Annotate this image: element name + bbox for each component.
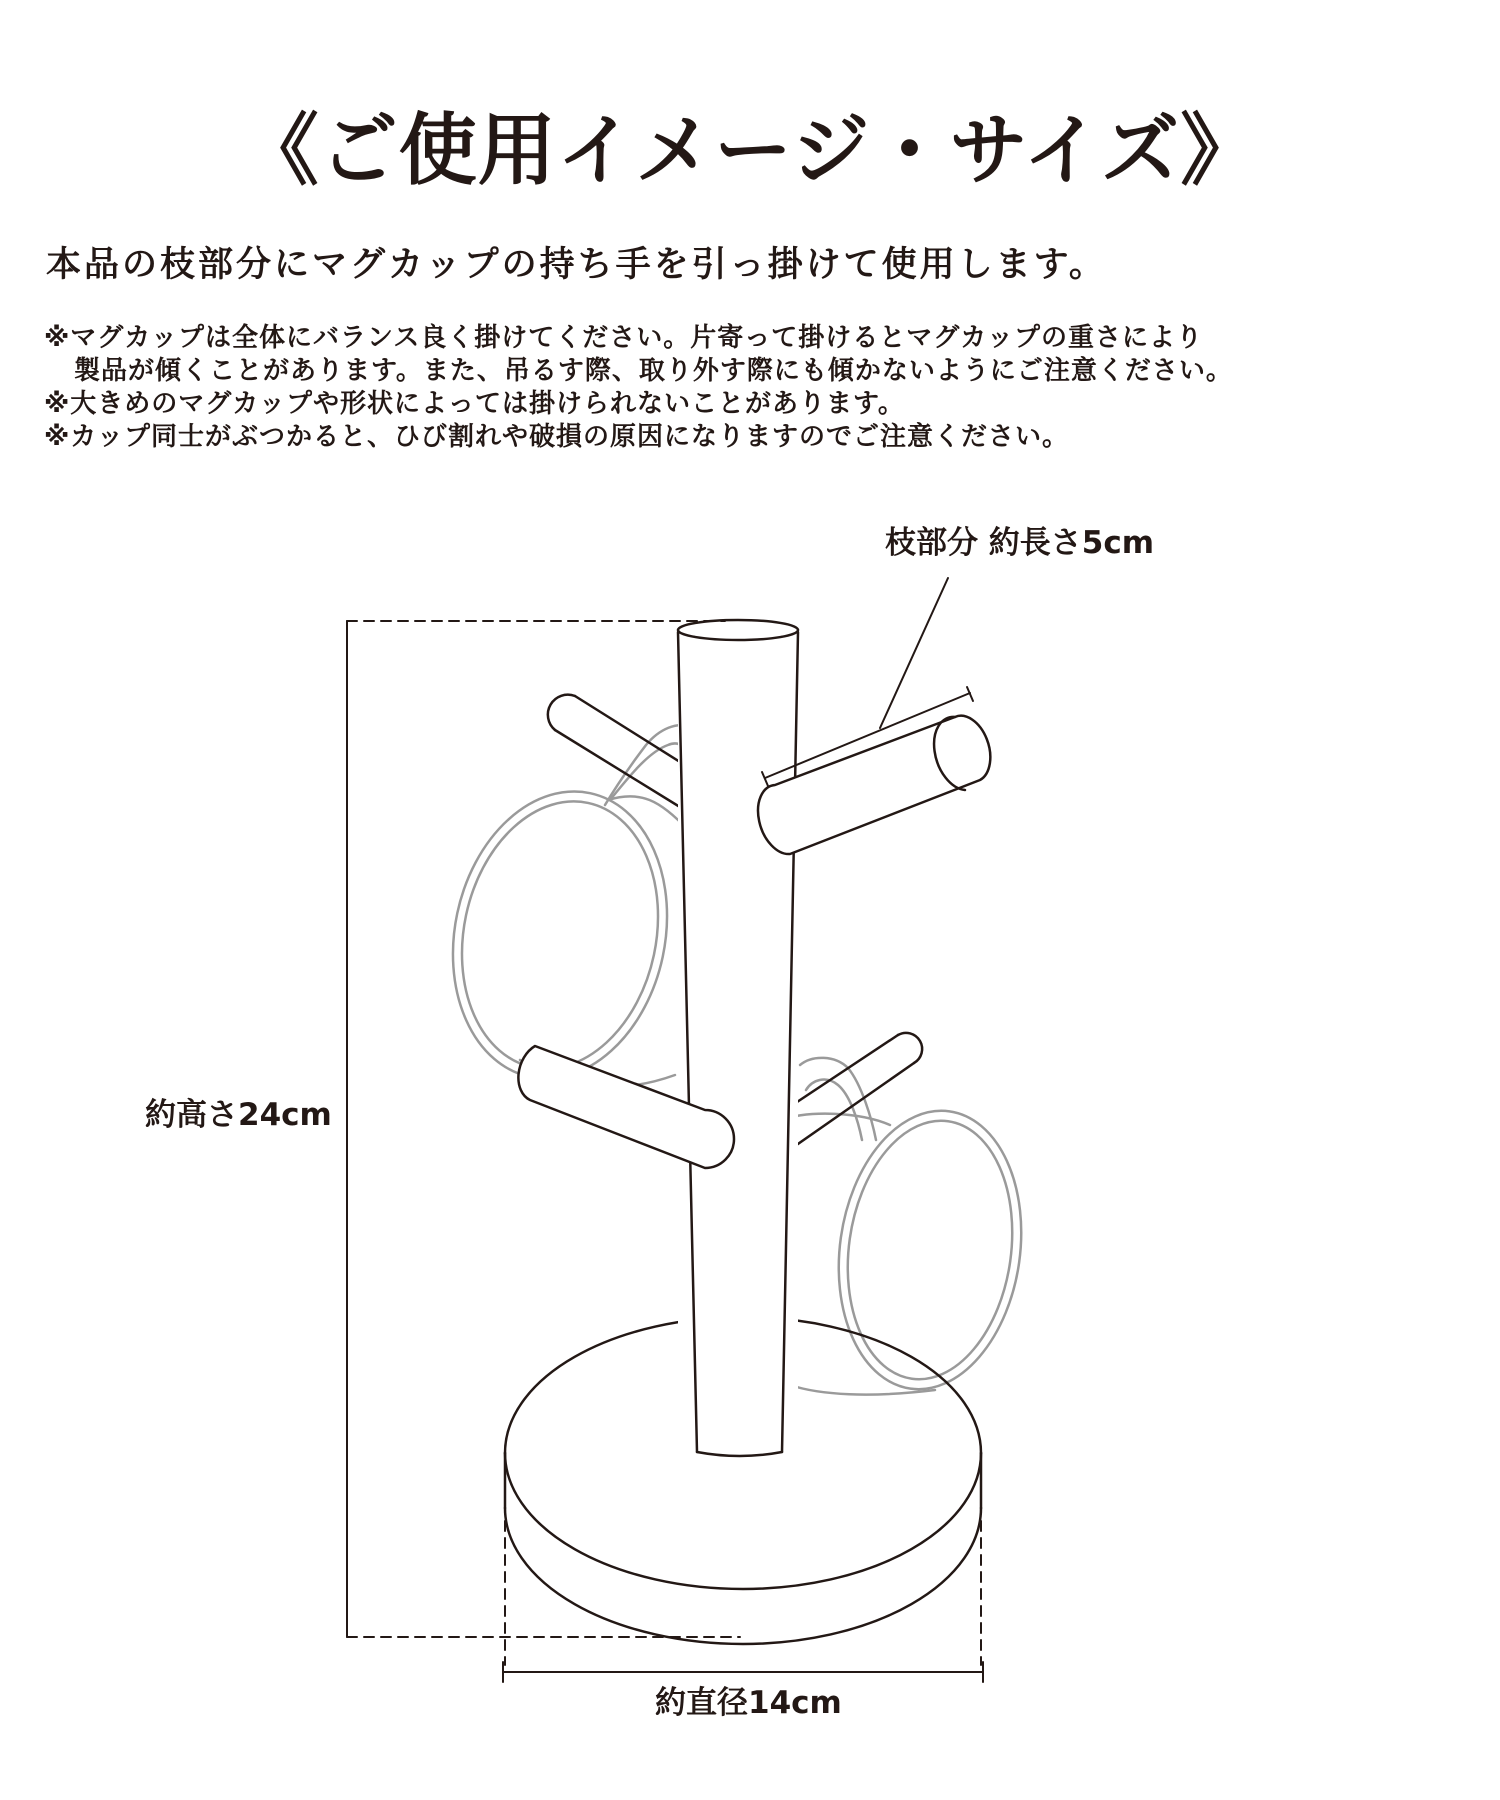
page-title: 《ご使用イメージ・サイズ》 [240,106,1260,196]
usage-description: 本品の枝部分にマグカップの持ち手を引っ掛けて使用します。 [46,245,1107,285]
caution-note: ※大きめのマグカップや形状によっては掛けられないことがあります。 [44,389,905,419]
mug-lower-right [780,1058,1039,1401]
branch-length-label: 枝部分 約長さ5cm [885,525,1155,561]
caution-note: ※マグカップは全体にバランス良く掛けてください。片寄って掛けるとマグカップの重さにより [44,323,1203,353]
mug-tree-trunk [678,618,798,1458]
caution-note: 製品が傾くことがあります。また、吊るす際、取り外す際にも傾かないようにご注意ください。 [74,356,1233,386]
diameter-label: 約直径14cm [655,1685,842,1721]
caution-note: ※カップ同士がぶつかると、ひび割れや破損の原因になりますのでご注意ください。 [44,422,1070,452]
diameter-dimension [503,1470,983,1682]
branch-upper-left [548,695,688,812]
mug-upper-left [427,725,693,1098]
height-label: 約高さ24cm [145,1097,332,1133]
